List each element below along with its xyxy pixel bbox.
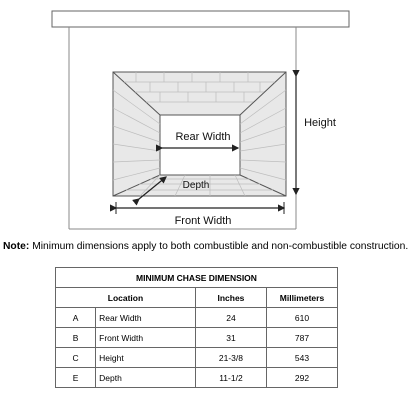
- row-inches: 11-1/2: [195, 368, 266, 388]
- rear-width-label: Rear Width: [175, 131, 231, 143]
- row-millimeters: 787: [266, 328, 337, 348]
- row-millimeters: 543: [266, 348, 337, 368]
- table-row: [56, 308, 338, 328]
- table-row: [56, 328, 338, 348]
- minimum-chase-dimension-table: [55, 267, 338, 388]
- row-inches: 31: [195, 328, 266, 348]
- row-location: Height: [96, 348, 196, 368]
- row-location: Depth: [96, 368, 196, 388]
- row-inches: 21-3/8: [195, 348, 266, 368]
- row-location: Front Width: [96, 328, 196, 348]
- note-prefix: Note:: [3, 241, 30, 252]
- table-title: MINIMUM CHASE DIMENSION: [56, 268, 338, 288]
- firebox-back-panel: [160, 115, 240, 175]
- row-millimeters: 292: [266, 368, 337, 388]
- row-key: C: [56, 348, 96, 368]
- height-label: Height: [304, 117, 336, 129]
- row-key: B: [56, 328, 96, 348]
- row-key: A: [56, 308, 96, 328]
- row-millimeters: 610: [266, 308, 337, 328]
- table-row: [56, 348, 338, 368]
- row-location: Rear Width: [96, 308, 196, 328]
- header-inches: Inches: [195, 288, 266, 308]
- row-inches: 24: [195, 308, 266, 328]
- depth-label: Depth: [182, 180, 210, 191]
- mantel-top: [52, 11, 349, 27]
- note-text: Minimum dimensions apply to both combustible and non-combustible construction.: [32, 241, 409, 252]
- construction-note: [3, 241, 408, 252]
- table-row: [56, 368, 338, 388]
- header-location: Location: [56, 288, 196, 308]
- header-millimeters: Millimeters: [266, 288, 337, 308]
- front-width-label: Front Width: [174, 215, 232, 227]
- row-key: E: [56, 368, 96, 388]
